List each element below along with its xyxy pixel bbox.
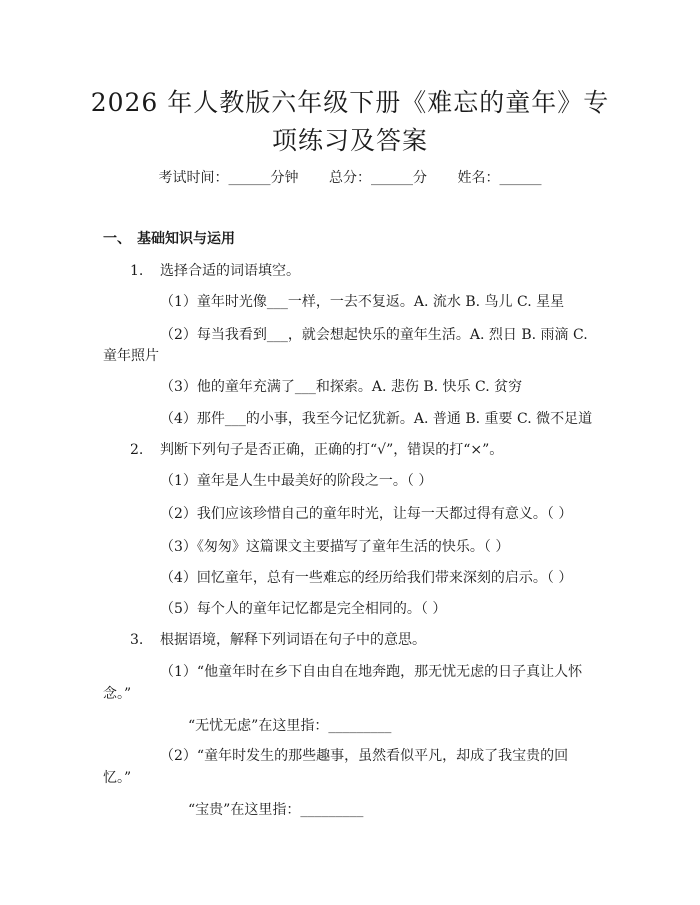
q3-item-1: （1）“他童年时在乡下自由自在地奔跑，那无忧无虑的日子真让人怀 — [160, 664, 583, 680]
question-2 — [130, 440, 503, 460]
question-prompt: 判断下列句子是否正确，正确的打“√”，错误的打“×”。 — [160, 442, 504, 458]
q3-answer-1: “无忧无虑”在这里指：_________ — [188, 718, 392, 734]
q3-item-1-continued: 念。” — [103, 686, 132, 702]
q2-item-4: （4）回忆童年，总有一些难忘的经历给我们带来深刻的启示。（ ） — [160, 570, 573, 586]
question-prompt: 选择合适的词语填空。 — [160, 263, 300, 279]
total-score: 总分：______分 — [329, 170, 427, 186]
q3-item-2: （2）“童年时发生的那些趣事，虽然看似平凡，却成了我宝贵的回 — [160, 748, 569, 764]
question-number: 3. — [130, 632, 144, 648]
question-prompt: 根据语境，解释下列词语在句子中的意思。 — [160, 632, 426, 648]
q1-item-2-continued: 童年照片 — [103, 348, 159, 364]
question-1 — [130, 261, 300, 281]
title-line-2: 项练习及答案 — [271, 126, 428, 155]
exam-time: 考试时间：______分钟 — [158, 170, 299, 186]
q1-item-3: （3）他的童年充满了___和探索。A. 悲伤 B. 快乐 C. 贫穷 — [160, 379, 523, 395]
document-title — [60, 84, 640, 160]
q1-item-4: （4）那件___的小事，我至今记忆犹新。A. 普通 B. 重要 C. 微不足道 — [160, 411, 593, 427]
question-number: 2. — [130, 442, 144, 458]
q1-item-1: （1）童年时光像___一样，一去不复返。A. 流水 B. 鸟儿 C. 星星 — [160, 294, 565, 310]
section-number: 一、 — [103, 231, 131, 247]
q2-item-2: （2）我们应该珍惜自己的童年时光，让每一天都过得有意义。（ ） — [160, 506, 573, 522]
q3-item-2-continued: 忆。” — [103, 770, 132, 786]
question-3 — [130, 630, 426, 650]
q2-item-5: （5）每个人的童年记忆都是完全相同的。（ ） — [160, 601, 447, 617]
section-title: 基础知识与运用 — [137, 231, 235, 247]
q3-answer-2: “宝贵”在这里指：_________ — [188, 802, 364, 818]
title-line-1: 2026 年人教版六年级下册《难忘的童年》专 — [90, 88, 610, 117]
question-number: 1. — [130, 263, 144, 279]
q1-item-2: （2）每当我看到___，就会想起快乐的童年生活。A. 烈日 B. 雨滴 C. — [160, 327, 588, 343]
q2-item-1: （1）童年是人生中最美好的阶段之一。（ ） — [160, 473, 433, 489]
exam-info — [0, 168, 700, 188]
q2-item-3: （3）《匆匆》这篇课文主要描写了童年生活的快乐。（ ） — [160, 539, 510, 555]
section-heading — [103, 229, 235, 249]
student-name: 姓名：______ — [457, 170, 542, 186]
